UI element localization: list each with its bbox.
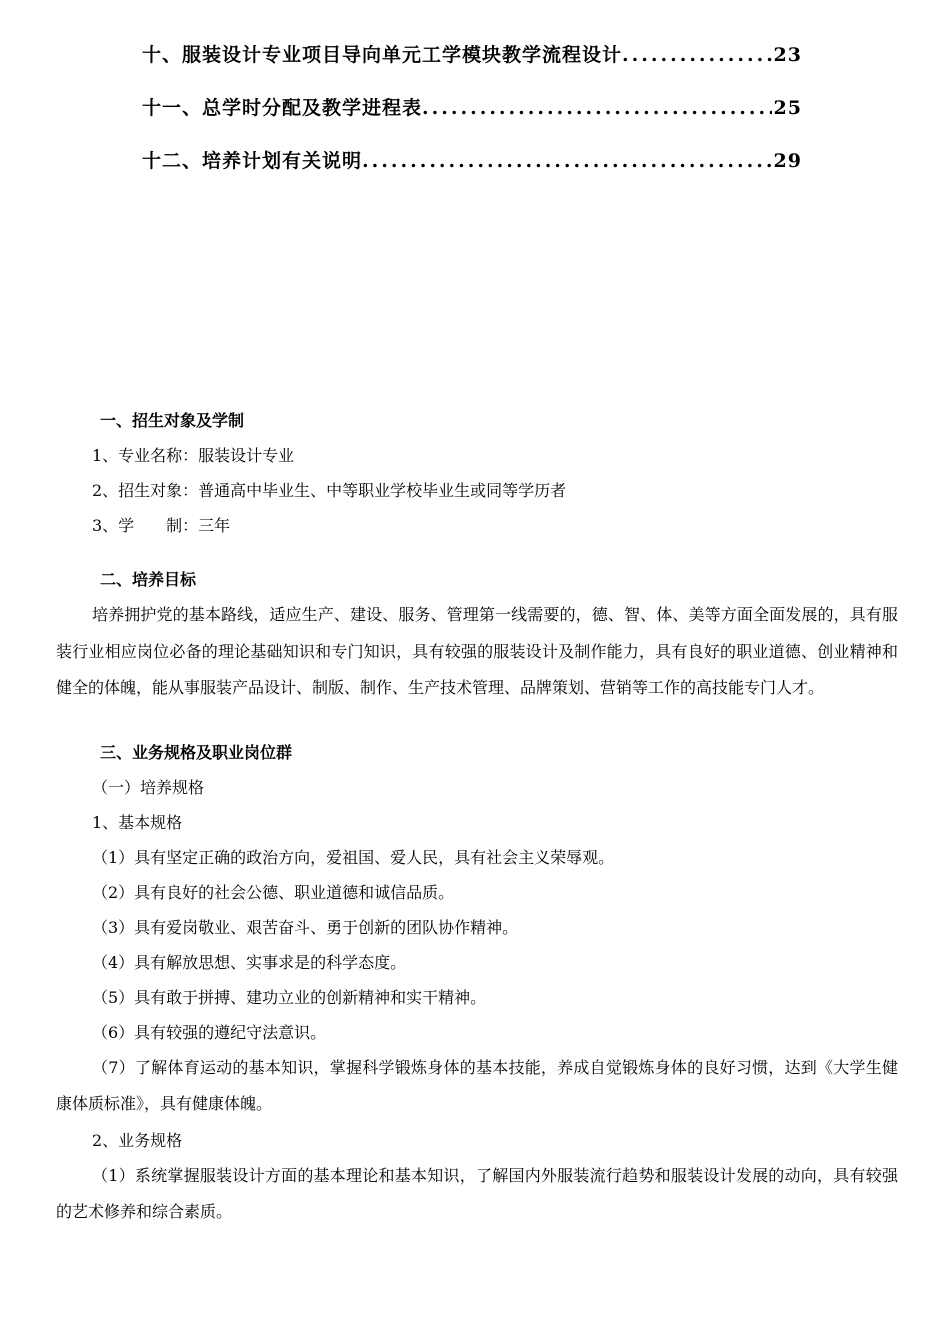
- spacer: [56, 543, 898, 562]
- subsection-title-basic: 1、基本规格: [92, 812, 183, 832]
- toc-entry-page: 25: [773, 97, 802, 119]
- list-item: 2、招生对象：普通高中毕业生、中等职业学校毕业生或同等学历者: [92, 481, 567, 500]
- toc-entry[interactable]: [142, 93, 802, 146]
- document-body: [56, 403, 898, 1231]
- table-of-contents: [142, 40, 802, 199]
- list-item: （2）具有良好的社会公德、职业道德和诚信品质。: [92, 882, 455, 902]
- list-item: （4）具有解放思想、实事求是的科学态度。: [92, 952, 407, 972]
- list-item: （6）具有较强的遵纪守法意识。: [92, 1022, 327, 1042]
- toc-entry-page: 23: [773, 44, 802, 66]
- list-item-paragraph: （7）了解体育运动的基本知识，掌握科学锻炼身体的基本技能，养成自觉锻炼身体的良好习惯，达到《大学生健康体质标准》，具有健康体魄。: [56, 1057, 898, 1113]
- toc-entry[interactable]: [142, 40, 802, 93]
- toc-entry-title: 十二、培养计划有关说明: [142, 150, 363, 172]
- toc-entry-title: 十、服装设计专业项目导向单元工学模块教学流程设计: [142, 44, 623, 66]
- list-item: 3、学 制：三年: [92, 516, 231, 535]
- toc-entry[interactable]: [142, 146, 802, 199]
- spacer: [56, 707, 898, 735]
- list-item: （3）具有爱岗敬业、艰苦奋斗、勇于创新的团队协作精神。: [92, 917, 519, 937]
- section-heading-enrollment: 一、招生对象及学制: [100, 411, 245, 430]
- list-item: （1）具有坚定正确的政治方向，爱祖国、爱人民，具有社会主义荣辱观。: [92, 847, 615, 867]
- toc-entry-page: 29: [773, 150, 802, 172]
- list-item: 1、专业名称：服装设计专业: [92, 446, 295, 465]
- toc-leader-dots: [362, 150, 772, 172]
- section-heading-objectives: 二、培养目标: [100, 570, 197, 589]
- objectives-paragraph: 培养拥护党的基本路线，适应生产、建设、服务、管理第一线需要的，德、智、体、美等方面全面发展的，具有服装行业相应岗位必备的理论基础知识和专门知识，具有较强的服装设计及制作能力，具有良好的职业道德、创业精神和健全的体魄，能从事服装产品设计、制版、制作、生产技术管理、品牌策划、营销等工作的高技能专门人才。: [56, 605, 898, 697]
- section-heading-specifications: 三、业务规格及职业岗位群: [100, 742, 293, 762]
- subsection-title-business: 2、业务规格: [92, 1130, 183, 1150]
- toc-leader-dots: [622, 44, 772, 66]
- list-item: （5）具有敢于拼搏、建功立业的创新精神和实干精神。: [92, 987, 487, 1007]
- subsection-heading: （一）培养规格: [92, 777, 205, 797]
- toc-leader-dots: [422, 97, 772, 119]
- list-item-paragraph: （1）系统掌握服装设计方面的基本理论和基本知识，了解国内外服装流行趋势和服装设计发展的动向，具有较强的艺术修养和综合素质。: [56, 1165, 898, 1221]
- toc-entry-title: 十一、总学时分配及教学进程表: [142, 97, 423, 119]
